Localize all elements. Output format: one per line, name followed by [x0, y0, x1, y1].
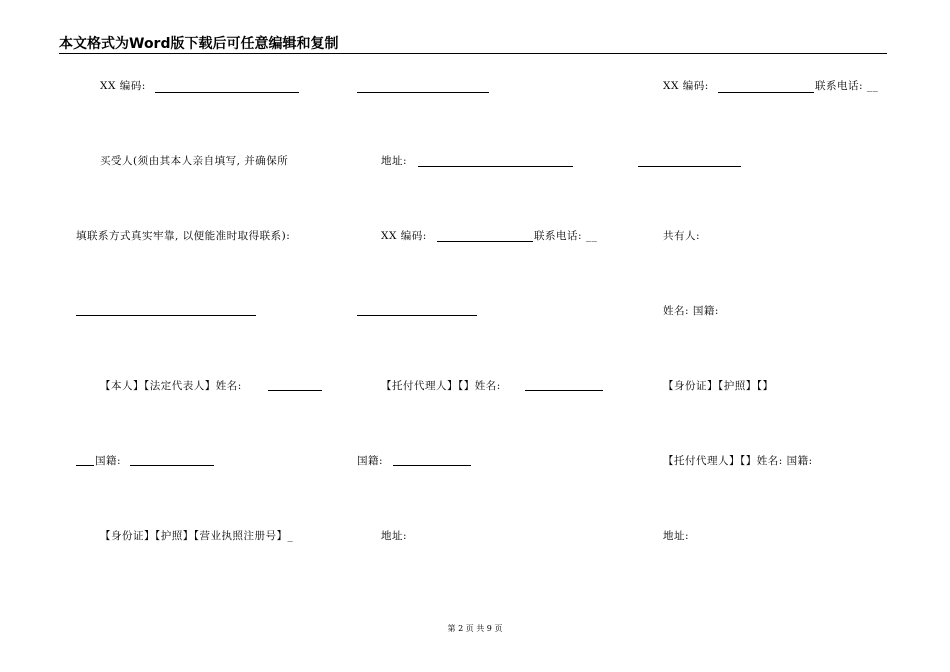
col3-name-nationality-label: 姓名: 国籍:: [663, 305, 719, 317]
col1-prefix-field[interactable]: [76, 465, 94, 466]
col1-contact-note: 填联系方式真实牢靠, 以便能准时取得联系):: [76, 230, 291, 242]
col1-id-type-label: 【身份证】【护照】【营业执照注册号】_: [100, 530, 294, 542]
col2-code-field[interactable]: [437, 241, 533, 242]
col3-phone-label: 联系电话: __: [815, 80, 879, 92]
col2-nationality-label: 国籍:: [357, 455, 384, 467]
col1-nationality-label: 国籍:: [95, 455, 122, 467]
col3-coowner-label: 共有人:: [663, 230, 701, 242]
col1-nationality-field[interactable]: [130, 465, 214, 466]
col1-principal-name-label: 【本人】【法定代表人】姓名:: [100, 380, 242, 392]
col3-agent-label: 【托付代理人】【】姓名: 国籍:: [663, 455, 813, 467]
document-header-title: 本文格式为Word版下载后可任意编辑和复制: [59, 36, 339, 52]
col1-blank-field[interactable]: [76, 315, 256, 316]
col2-blank-field-2[interactable]: [357, 315, 477, 316]
col2-address-field[interactable]: [418, 166, 573, 167]
header-divider: [59, 53, 887, 54]
col2-phone-label: 联系电话: __: [534, 230, 598, 242]
col1-name-field[interactable]: [268, 390, 322, 391]
page-number: 第 2 页 共 9 页: [447, 624, 503, 633]
col2-code-label: XX 编码:: [381, 230, 427, 242]
col3-address-label: 地址:: [663, 530, 690, 542]
col3-blank-field[interactable]: [638, 166, 741, 167]
col3-id-type-label: 【身份证】【护照】【】: [663, 380, 774, 392]
col2-name-field[interactable]: [525, 390, 603, 391]
col2-address-label: 地址:: [381, 155, 408, 167]
col3-code-label: XX 编码:: [663, 80, 709, 92]
col2-nationality-field[interactable]: [393, 465, 471, 466]
col1-buyer-label: 买受人(须由其本人亲自填写, 并确保所: [100, 155, 289, 167]
col3-code-field[interactable]: [718, 92, 814, 93]
col2-agent-name-label: 【托付代理人】【】姓名:: [381, 380, 501, 392]
col2-blank-field[interactable]: [357, 92, 489, 93]
col2-address-label-2: 地址:: [381, 530, 408, 542]
col1-code-label: XX 编码:: [100, 80, 146, 92]
col1-code-field[interactable]: [155, 92, 299, 93]
